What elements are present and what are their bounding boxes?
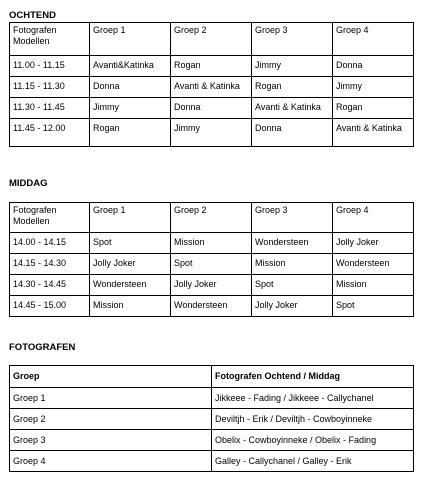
table-row	[10, 119, 414, 147]
middag-schedule-table	[9, 202, 414, 317]
header-cell-fotografen-ochtend-middag: Fotografen Ochtend / Middag	[212, 366, 414, 388]
cell-groep-4: Rogan	[333, 98, 414, 119]
time-cell: 11.00 - 11.15	[10, 56, 90, 77]
ochtend-schedule-table	[9, 22, 414, 147]
cell-groep-1: Mission	[90, 296, 171, 317]
cell-groep-2: Spot	[171, 254, 252, 275]
cell-groep-3: Avanti & Katinka	[252, 98, 333, 119]
table-header-row	[10, 23, 414, 56]
time-cell: 14.30 - 14.45	[10, 275, 90, 296]
cell-groep-2: Mission	[171, 233, 252, 254]
cell-groep-2: Jolly Joker	[171, 275, 252, 296]
header-cell-groep-1: Groep 1	[90, 23, 171, 56]
time-cell: 14.45 - 15.00	[10, 296, 90, 317]
cell-groep-4: Donna	[333, 56, 414, 77]
cell-groep-4: Spot	[333, 296, 414, 317]
cell-groep-1: Avanti&Katinka	[90, 56, 171, 77]
groep-cell: Groep 3	[10, 430, 212, 451]
section-title-middag: MIDDAG	[9, 178, 48, 189]
table-row	[10, 409, 414, 430]
section-title-fotografen: FOTOGRAFEN	[9, 342, 76, 353]
time-cell: 14.15 - 14.30	[10, 254, 90, 275]
cell-groep-4: Mission	[333, 275, 414, 296]
table-row	[10, 98, 414, 119]
header-cell-groep: Groep	[10, 366, 212, 388]
table-row	[10, 254, 414, 275]
table-header-row	[10, 366, 414, 388]
cell-groep-2: Jimmy	[171, 119, 252, 147]
cell-groep-1: Jimmy	[90, 98, 171, 119]
cell-groep-1: Wondersteen	[90, 275, 171, 296]
cell-groep-4: Jimmy	[333, 77, 414, 98]
time-cell: 11.45 - 12.00	[10, 119, 90, 147]
cell-groep-3: Spot	[252, 275, 333, 296]
table-header-row	[10, 203, 414, 233]
cell-groep-2: Rogan	[171, 56, 252, 77]
header-cell-groep-1: Groep 1	[90, 203, 171, 233]
cell-groep-3: Mission	[252, 254, 333, 275]
header-cell-fotografen-modellen: Fotografen Modellen	[10, 203, 90, 233]
table-row	[10, 77, 414, 98]
header-cell-groep-4: Groep 4	[333, 23, 414, 56]
cell-groep-1: Donna	[90, 77, 171, 98]
cell-groep-4: Jolly Joker	[333, 233, 414, 254]
cell-groep-2: Wondersteen	[171, 296, 252, 317]
groep-cell: Groep 2	[10, 409, 212, 430]
cell-groep-1: Rogan	[90, 119, 171, 147]
header-cell-groep-2: Groep 2	[171, 23, 252, 56]
time-cell: 14.00 - 14.15	[10, 233, 90, 254]
header-cell-groep-3: Groep 3	[252, 203, 333, 233]
header-cell-groep-2: Groep 2	[171, 203, 252, 233]
cell-groep-4: Avanti & Katinka	[333, 119, 414, 147]
fotografen-table	[9, 365, 414, 472]
table-row	[10, 430, 414, 451]
cell-groep-3: Wondersteen	[252, 233, 333, 254]
cell-groep-4: Wondersteen	[333, 254, 414, 275]
table-row	[10, 451, 414, 472]
table-row	[10, 233, 414, 254]
table-row	[10, 388, 414, 409]
section-title-ochtend: OCHTEND	[9, 10, 56, 21]
header-cell-groep-4: Groep 4	[333, 203, 414, 233]
groep-cell: Groep 4	[10, 451, 212, 472]
fotografen-cell: Deviltjh - Erik / Deviltjh - Cowboyinneke	[212, 409, 414, 430]
cell-groep-3: Rogan	[252, 77, 333, 98]
cell-groep-3: Donna	[252, 119, 333, 147]
time-cell: 11.15 - 11.30	[10, 77, 90, 98]
cell-groep-3: Jimmy	[252, 56, 333, 77]
cell-groep-1: Jolly Joker	[90, 254, 171, 275]
table-row	[10, 296, 414, 317]
header-cell-fotografen-modellen: Fotografen Modellen	[10, 23, 90, 56]
fotografen-cell: Galley - Callychanel / Galley - Erik	[212, 451, 414, 472]
cell-groep-2: Avanti & Katinka	[171, 77, 252, 98]
table-row	[10, 275, 414, 296]
groep-cell: Groep 1	[10, 388, 212, 409]
cell-groep-3: Jolly Joker	[252, 296, 333, 317]
fotografen-cell: Jikkeee - Fading / Jikkeee - Callychanel	[212, 388, 414, 409]
cell-groep-1: Spot	[90, 233, 171, 254]
cell-groep-2: Donna	[171, 98, 252, 119]
time-cell: 11.30 - 11.45	[10, 98, 90, 119]
header-cell-groep-3: Groep 3	[252, 23, 333, 56]
table-row	[10, 56, 414, 77]
fotografen-cell: Obelix - Cowboyinneke / Obelix - Fading	[212, 430, 414, 451]
